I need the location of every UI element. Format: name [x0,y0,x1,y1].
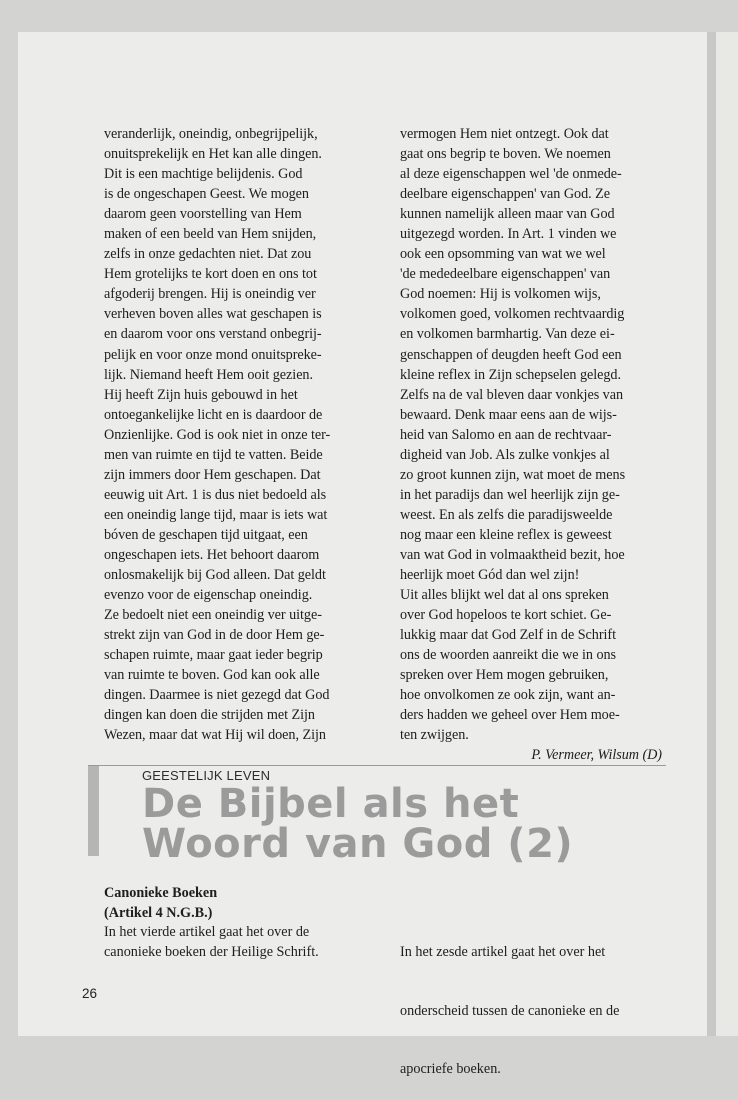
text-line: bewaard. Denk maar eens aan de wijs- [400,406,617,423]
text-line: afgoderij brengen. Hij is oneindig ver [104,286,316,303]
text-line: lukkig maar dat God Zelf in de Schrift [400,627,616,644]
text-line: kleine reflex in Zijn schepselen gelegd. [400,366,621,383]
section-label: GEESTELIJK LEVEN [142,768,271,783]
next-page-edge [716,32,738,1036]
text-line: Wezen, maar dat wat Hij wil doen, Zijn [104,727,326,744]
article-title-line-1: De Bijbel als het [142,781,520,827]
text-line: ons de woorden aanreikt die we in ons [400,647,617,664]
text-line: weest. En als zelfs die paradijsweelde [400,506,613,523]
text-line: en volkomen barmhartig. Van deze ei- [400,326,615,343]
text-line: en daarom voor ons verstand onbegrij- [104,326,322,343]
text-line: van wat God in volmaaktheid bezit, hoe [400,546,625,563]
text-line: zijn immers door Hem geschapen. Dat [104,466,321,483]
text-line: ontoegankelijke licht en is daardoor de [104,406,323,423]
article2-left-line: In het vierde artikel gaat het over de [104,924,310,940]
text-line: heerlijk moet Gód dan wel zijn! [400,567,580,584]
text-line: onlosmakelijk bij God alleen. Dat geldt [104,567,326,584]
text-line: van ruimte te boven. God kan ook alle [104,667,320,684]
text-line: men van ruimte en tijd te vatten. Beide [104,446,323,463]
text-line: strekt zijn van God in de door Hem ge- [104,627,325,644]
text-line: zelfs in onze gedachten niet. Dat zou [104,246,312,263]
text-line: gaat ons begrip te boven. We noemen [400,146,611,163]
text-line: ongeschapen iets. Het behoort daarom [104,546,320,563]
text-line: pelijk en voor onze mond onuitspreke- [104,346,322,363]
text-line: Dit is een machtige belijdenis. God [104,166,303,183]
subheading-line-1: Canonieke Boeken [104,885,218,901]
text-line: bóven de geschapen tijd uitgaat, een [104,526,308,543]
text-line: evenzo voor de eigenschap oneindig. [104,587,313,604]
text-line: dingen kan doen die strijden met Zijn [104,707,315,724]
text-line: verheven boven alles wat geschapen is [104,306,322,323]
text-line: ook een opsomming van wat we wel [400,246,606,263]
text-line: onuitsprekelijk en Het kan alle dingen. [104,146,322,163]
article1-right-column [400,124,662,766]
text-line: God noemen: Hij is volkomen wijs, [400,286,601,303]
article2-right-line: In het zesde artikel gaat het over het [400,944,606,960]
article1-left-column [104,124,364,745]
article2-right-line: apocriefe boeken. [400,1061,501,1077]
text-line: ders hadden we geheel over Hem moe- [400,707,620,724]
section-accent-bar [88,766,99,856]
text-line: over God hopeloos te kort schiet. Ge- [400,607,612,624]
text-line: uitgezegd worden. In Art. 1 vinden we [400,226,617,243]
text-line: lijk. Niemand heeft Hem ooit gezien. [104,366,313,383]
text-line: kunnen namelijk alleen maar van God [400,206,615,223]
text-line: genschappen of deugden heeft God een [400,346,622,363]
text-line: is de ongeschapen Geest. We mogen [104,186,309,203]
article2-left-line: canonieke boeken der Heilige Schrift. [104,943,319,960]
text-line: veranderlijk, oneindig, onbegrijpelijk, [104,126,318,142]
text-line: ten zwijgen. [400,727,469,744]
text-line: volkomen goed, volkomen rechtvaardig [400,306,625,323]
section-divider-line [88,765,666,766]
text-line: in het paradijs dan wel heerlijk zijn ge- [400,486,620,503]
text-line: nog maar een kleine reflex is geweest [400,526,612,543]
text-line: Onzienlijke. God is ook niet in onze ter- [104,426,331,443]
text-line: eeuwig uit Art. 1 is dus niet bedoeld als [104,486,327,503]
text-line: daarom geen voorstelling van Hem [104,206,302,223]
article2-intro-left [104,884,319,962]
text-line: digheid van Job. Als zulke vonkjes al [400,446,610,463]
page-binding-shadow [707,32,716,1036]
text-line: deelbare eigenschappen' van God. Ze [400,186,610,203]
text-line: 'de mededeelbare eigenschappen' van [400,266,611,283]
text-line: Zelfs na de val bleven daar vonkjes van [400,386,623,403]
text-line: Hem grotelijks te kort doen en ons tot [104,266,317,283]
page-number: 26 [82,986,98,1001]
text-line: schapen ruimte, maar gaat ieder begrip [104,647,323,664]
article-title [142,781,574,867]
article2-intro-right [400,904,619,1099]
article2-right-line: onderscheid tussen de canonieke en de [400,1002,620,1019]
author-signature: P. Vermeer, Wilsum (D) [531,747,662,764]
text-line: dingen. Daarmee is niet gezegd dat God [104,687,330,704]
text-line: spreken over Hem mogen gebruiken, [400,667,609,684]
text-line: Uit alles blijkt wel dat al ons spreken [400,587,609,604]
text-line: vermogen Hem niet ontzegt. Ook dat [400,126,609,142]
text-line: een oneindig lange tijd, maar is iets wat [104,506,328,523]
text-line: heid van Salomo en aan de rechtvaar- [400,426,612,443]
text-line: maken of een beeld van Hem snijden, [104,226,317,243]
text-line: Hij heeft Zijn huis gebouwd in het [104,386,298,403]
text-line: al deze eigenschappen wel 'de onmede- [400,166,622,183]
subheading-line-2: (Artikel 4 N.G.B.) [104,904,213,921]
article-title-line-2: Woord van God (2) [142,821,574,867]
text-line: zo groot kunnen zijn, wat moet de mens [400,466,626,483]
text-line: Ze bedoelt niet een oneindig ver uitge- [104,607,322,624]
text-line: hoe onvolkomen ze ook zijn, want an- [400,687,616,704]
